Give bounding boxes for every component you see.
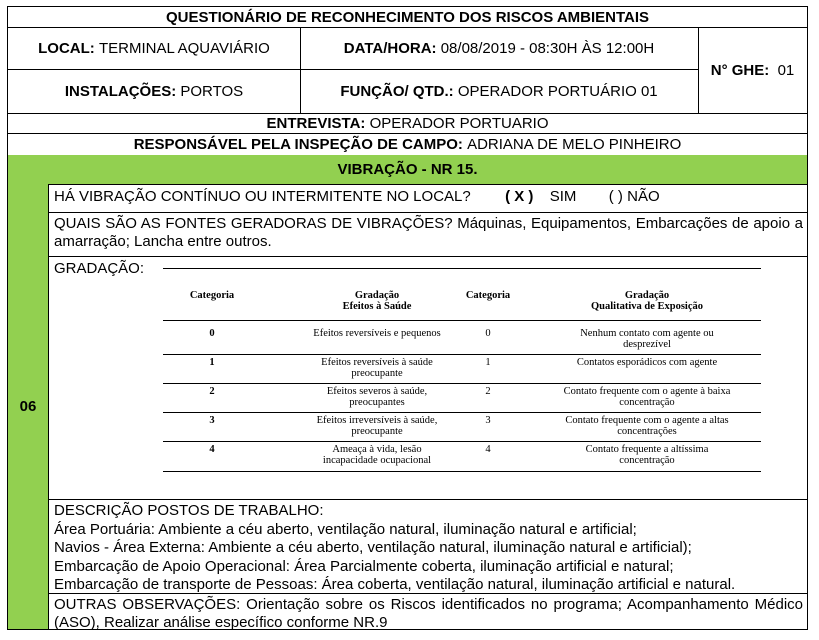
row-4-categoria-2: 4	[485, 444, 491, 455]
ghe-value: 01	[777, 61, 795, 79]
responsavel-label: RESPONSÁVEL PELA INSPEÇÃO DE CAMPO:	[133, 135, 463, 153]
entrevista-value: OPERADOR PORTUARIO	[369, 114, 549, 132]
row-0-exposicao-line-1: Nenhum contato com agente ou	[580, 328, 714, 339]
no-checkbox[interactable]: ( )	[608, 188, 623, 205]
responsavel-field	[8, 133, 807, 155]
funcao-value: OPERADOR PORTUÁRIO 01	[457, 82, 658, 100]
descricao-line-2: Navios - Área Externa: Ambiente a céu aberto, ventilação natural, iluminação natural e artificial);	[54, 539, 692, 556]
row-0-categoria: 0	[209, 328, 215, 339]
descricao-line-3: Embarcação de Apoio Operacional: Área Parcialmente coberta, iluminação artificial e natural;	[54, 557, 674, 575]
header-categoria-1: Categoria	[189, 290, 235, 301]
row-1-exposicao-line-1: Contatos esporádicos com agente	[576, 357, 718, 368]
no-label: NÃO	[627, 188, 660, 205]
datetime-field	[300, 27, 698, 69]
header-exposicao	[533, 290, 761, 312]
row-4-categoria: 4	[209, 444, 215, 455]
row-4-exposicao	[533, 444, 761, 466]
outras-observacoes: OUTRAS OBSERVAÇÕES: Orientação sobre os Riscos identificados no programa; Acompanhamento Médico (ASO), Realizar análise específico conforme NR.9	[54, 596, 803, 631]
funcao-label: FUNÇÃO/ QTD.:	[340, 82, 454, 100]
responsavel-value: ADRIANA DE MELO PINHEIRO	[467, 135, 682, 153]
row-4-efeito-line-2: incapacidade ocupacional	[322, 455, 432, 466]
section-header: VIBRAÇÃO - NR 15.	[8, 155, 807, 184]
ghe-field	[698, 27, 807, 113]
row-4-exposicao-line-1: Contato frequente a altíssima	[585, 444, 709, 455]
row-3-categoria: 3	[209, 415, 215, 426]
row-3-efeito-line-1: Efeitos irreversíveis à saúde,	[316, 415, 438, 426]
question-vibration-present	[54, 188, 803, 206]
row-divider	[163, 354, 761, 355]
row-0-efeito-line-1: Efeitos reversíveis e pequenos	[313, 328, 441, 339]
row-1-efeito-line-2: preocupante	[351, 368, 403, 379]
local-label: LOCAL:	[38, 39, 95, 57]
descricao-line-1: Área Portuária: Ambiente a céu aberto, ventilação natural, iluminação natural e artificial;	[54, 520, 637, 538]
header-efeitos-line2: Efeitos à Saúde	[342, 301, 412, 312]
header-exposicao-line2: Qualitativa de Exposição	[590, 301, 703, 312]
instalacoes-field	[8, 69, 300, 113]
row-2-efeito-line-1: Efeitos severos à saúde,	[326, 386, 428, 397]
row-2-categoria-2: 2	[485, 386, 491, 397]
row-4-efeito-line-1: Ameaça à vida, lesão	[332, 444, 422, 455]
local-value: TERMINAL AQUAVIÁRIO	[98, 39, 270, 57]
descricao-line-4: Embarcação de transporte de Pessoas: Área coberta, ventilação natural, iluminação artificial e natural.	[54, 576, 736, 593]
gradacao-label: GRADAÇÃO:	[54, 260, 145, 277]
funcao-field	[300, 69, 698, 113]
yes-label: SIM	[549, 188, 577, 205]
row-0-exposicao-line-2: desprezível	[623, 339, 671, 350]
entrevista-field	[8, 113, 807, 133]
row-divider	[163, 412, 761, 413]
row-3-exposicao-line-1: Contato frequente com o agente a altas	[565, 415, 729, 426]
row-3-exposicao-line-2: concentrações	[617, 426, 677, 437]
row-3-categoria-2: 3	[485, 415, 491, 426]
row-3-efeito-line-2: preocupante	[351, 426, 403, 437]
instalacoes-label: INSTALAÇÕES:	[64, 82, 177, 100]
row-1-categoria: 1	[209, 357, 215, 368]
datetime-label: DATA/HORA:	[343, 39, 437, 57]
row-4-exposicao-line-2: concentração	[619, 455, 675, 466]
row-3-exposicao	[533, 415, 761, 437]
descricao-label: DESCRIÇÃO POSTOS DE TRABALHO:	[54, 502, 324, 519]
row-2-exposicao-line-1: Contato frequente com o agente à baixa	[563, 386, 731, 397]
header-efeitos-line1: Gradação	[354, 290, 400, 301]
table-bottom-rule	[163, 471, 761, 472]
row-0-exposicao	[533, 328, 761, 350]
row-2-exposicao-line-2: concentração	[619, 397, 675, 408]
yes-checkbox[interactable]: ( X )	[505, 188, 534, 205]
header-categoria-2: Categoria	[465, 290, 511, 301]
row-number: 06	[8, 184, 48, 629]
row-2-efeito-line-2: preocupantes	[349, 397, 405, 408]
question-vibration-sources: QUAIS SÃO AS FONTES GERADORAS DE VIBRAÇÕES? Máquinas, Equipamentos, Embarcações de apoio a amarração; Lancha entre outros.	[54, 215, 803, 250]
gradacao-table	[163, 268, 761, 476]
row-2-exposicao	[533, 386, 761, 408]
datetime-value: 08/08/2019 - 08:30H ÀS 12:00H	[440, 39, 655, 57]
row-divider	[163, 383, 761, 384]
descricao-postos	[54, 502, 803, 595]
form-title: QUESTIONÁRIO DE RECONHECIMENTO DOS RISCOS AMBIENTAIS	[165, 8, 650, 26]
ghe-label: N° GHE:	[710, 61, 770, 79]
row-divider	[163, 441, 761, 442]
header-exposicao-line1: Gradação	[624, 290, 670, 301]
row-1-categoria-2: 1	[485, 357, 491, 368]
question1-text: HÁ VIBRAÇÃO CONTÍNUO OU INTERMITENTE NO LOCAL?	[54, 188, 471, 205]
entrevista-label: ENTREVISTA:	[266, 114, 366, 132]
local-field	[8, 27, 300, 69]
row-2-categoria: 2	[209, 386, 215, 397]
row-0-categoria-2: 0	[485, 328, 491, 339]
instalacoes-value: PORTOS	[180, 82, 244, 100]
row-1-efeito-line-1: Efeitos reversíveis à saúde	[321, 357, 433, 368]
row-1-exposicao	[533, 357, 761, 368]
